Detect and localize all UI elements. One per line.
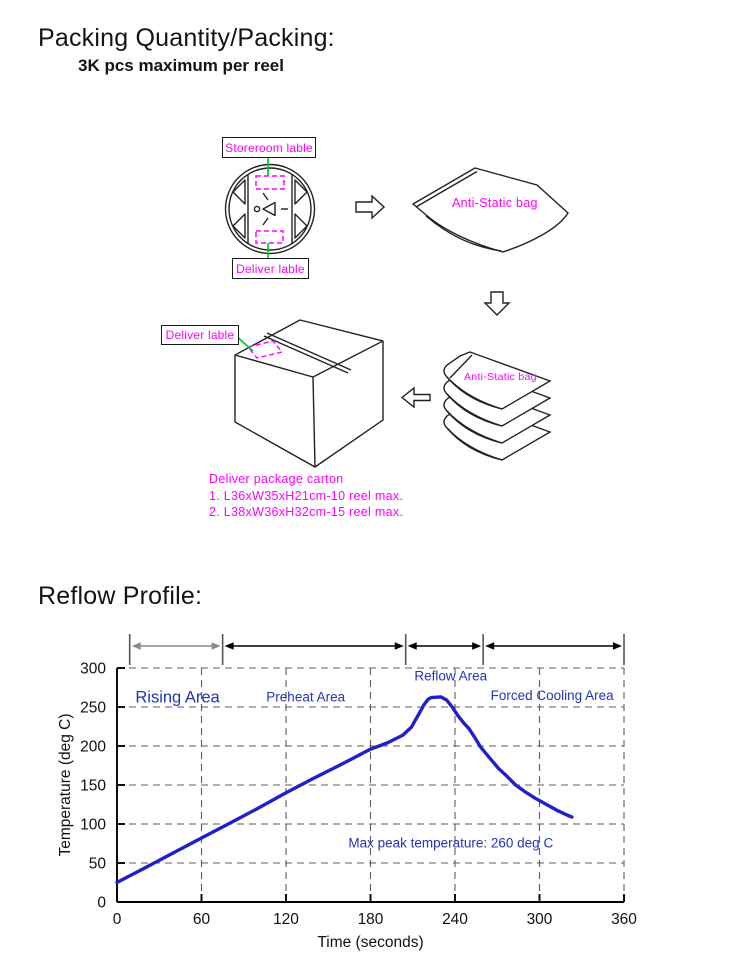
- anti-static-bag-stack-label: Anti-Static bag: [464, 371, 537, 383]
- stage-arrow-head: [408, 642, 417, 650]
- x-tick-label: 360: [611, 911, 637, 928]
- chart-annotation: Forced Cooling Area: [490, 687, 614, 703]
- packing-subtitle: 3K pcs maximum per reel: [78, 56, 284, 75]
- carton-note-line1: Deliver package carton: [209, 472, 344, 486]
- x-tick-label: 300: [526, 911, 553, 928]
- stage-arrow-head: [472, 642, 481, 650]
- x-axis-title: Time (seconds): [317, 934, 424, 951]
- reflow-profile-chart: [40, 618, 700, 966]
- y-tick-label: 250: [80, 699, 106, 717]
- storeroom-label-box: [222, 137, 316, 158]
- chart-annotation: Preheat Area: [266, 689, 346, 705]
- stage-arrow-head: [132, 642, 141, 650]
- flow-arrow-right-icon: [356, 196, 384, 218]
- y-tick-label: 150: [80, 777, 106, 795]
- flow-arrow-left-icon: [402, 388, 430, 407]
- reel-top-view: [226, 165, 315, 254]
- packing-title: Packing Quantity/Packing:: [38, 24, 335, 52]
- anti-static-bag-drawing: [413, 168, 568, 252]
- reel-hub: [254, 193, 288, 225]
- y-tick-label: 300: [80, 660, 106, 678]
- stage-arrow-head: [212, 642, 221, 650]
- chart-annotation: Max peak temperature: 260 deg C: [348, 835, 554, 851]
- chart-annotation: Rising Area: [135, 688, 220, 707]
- deliver-label-reel-text: Deliver lable: [236, 261, 305, 276]
- carton-note: [209, 471, 403, 521]
- y-tick-label: 50: [88, 855, 106, 873]
- deliver-label-carton-text: Deliver lable: [165, 328, 235, 342]
- stage-arrow-head: [225, 642, 234, 650]
- y-tick-label: 0: [97, 894, 106, 912]
- stage-arrow-head: [613, 642, 622, 650]
- reflow-title: Reflow Profile:: [38, 582, 203, 610]
- x-tick-label: 120: [273, 911, 299, 928]
- carton-note-line2: 1. L36xW35xH21cm-10 reel max.: [209, 488, 404, 503]
- x-tick-label: 60: [192, 911, 211, 928]
- y-tick-label: 200: [80, 738, 106, 756]
- x-tick-label: 0: [112, 911, 122, 928]
- stage-arrow-head: [395, 642, 404, 650]
- bag-stack-drawing: [444, 352, 550, 460]
- x-tick-label: 180: [357, 911, 384, 928]
- deliver-label-box-carton: [161, 325, 239, 345]
- carton-box-drawing: [235, 320, 383, 467]
- deliver-label-box-reel: [232, 258, 309, 279]
- stage-arrow-head: [485, 642, 494, 650]
- y-axis-title: Temperature (deg C): [57, 713, 74, 857]
- flow-arrow-down-icon: [485, 292, 509, 315]
- temperature-curve: [117, 697, 572, 883]
- chart-annotation: Reflow Area: [414, 668, 488, 684]
- y-tick-label: 100: [80, 816, 106, 834]
- x-tick-label: 240: [442, 911, 468, 928]
- carton-note-line3: 2. L38xW36xH32cm-15 reel max.: [209, 505, 404, 519]
- storeroom-label-text: Storeroom lable: [225, 140, 313, 155]
- anti-static-bag-label: Anti-Static bag: [452, 196, 538, 210]
